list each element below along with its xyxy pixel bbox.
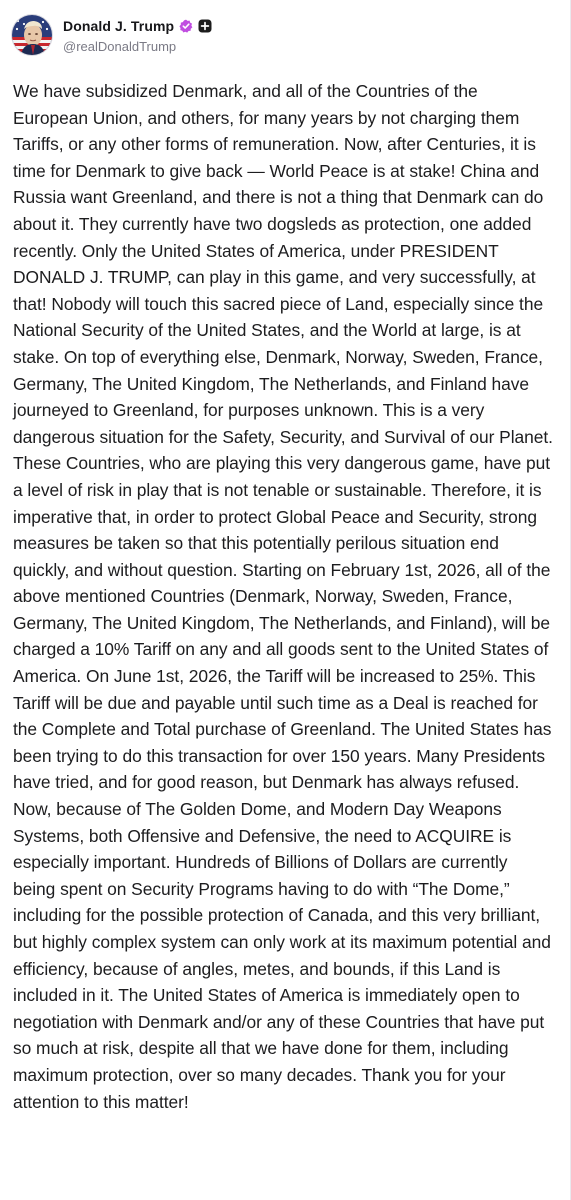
post-header — [12, 13, 212, 57]
author-display-name[interactable]: Donald J. Trump — [63, 18, 175, 34]
verified-badge-icon — [179, 19, 193, 33]
name-row — [63, 16, 212, 36]
avatar[interactable] — [12, 15, 52, 55]
author-handle[interactable]: @realDonaldTrump — [63, 39, 177, 54]
author-info — [63, 16, 212, 54]
avatar-image — [12, 15, 52, 55]
plus-badge-icon — [198, 19, 212, 33]
post-body-text: We have subsidized Denmark, and all of the Countries of the European Union, and others, for many years by not charging them Tariffs, or any other forms of remuneration. Now, after Centuries, it is time for Denmark to give back — World Peace is at stake! China and Russia want Greenland, and there is not a thing that Denmark can do about it. They currently have two dogsleds as protection, one added recently. Only the United States of America, under PRESIDENT DONALD J. TRUMP, can play in this game, and very successfully, at that! Nobody will touch this sacred piece of Land, especially since the National Security of the United States, and the World at large, is at stake. On top of everything else, Denmark, Norway, Sweden, France, Germany, The United Kingdom, The Netherlands, and Finland have journeyed to Greenland, for purposes unknown. This is a very dangerous situation for the Safety, Security, and Survival of our Planet. These Countries, who are playing this very dangerous game, have put a level of risk in play that is not tenable or sustainable. Therefore, it is imperative that, in order to protect Global Peace and Security, strong measures be taken so that this potentially perilous situation end quickly, and without question. Starting on February 1st, 2026, all of the above mentioned Countries (Denmark, Norway, Sweden, France, Germany, The United Kingdom, The Netherlands, and Finland), will be charged a 10% Tariff on any and all goods sent to the United States of America. On June 1st, 2026, the Tariff will be increased to 25%. This Tariff will be due and payable until such time as a Deal is reached for the Complete and Total purchase of Greenland. The United States has been trying to do this transaction for over 150 years. Many Presidents have tried, and for good reason, but Denmark has always refused. Now, because of The Golden Dome, and Modern Day Weapons Systems, both Offensive and Defensive, the need to ACQUIRE is especially important. Hundreds of Billions of Dollars are currently being spent on Security Programs having to do with “The Dome,” including for the possible protection of Canada, and this very brilliant, but highly complex system can only work at its maximum potential and efficiency, because of angles, metes, and bounds, if this Land is included in it. The United States of America is immediately open to negotiation with Denmark and/or any of these Countries that have put so much at risk, despite all that we have done for them, including maximum protection, over so many decades. Thank you for your attention to this matter! — [13, 81, 558, 1112]
